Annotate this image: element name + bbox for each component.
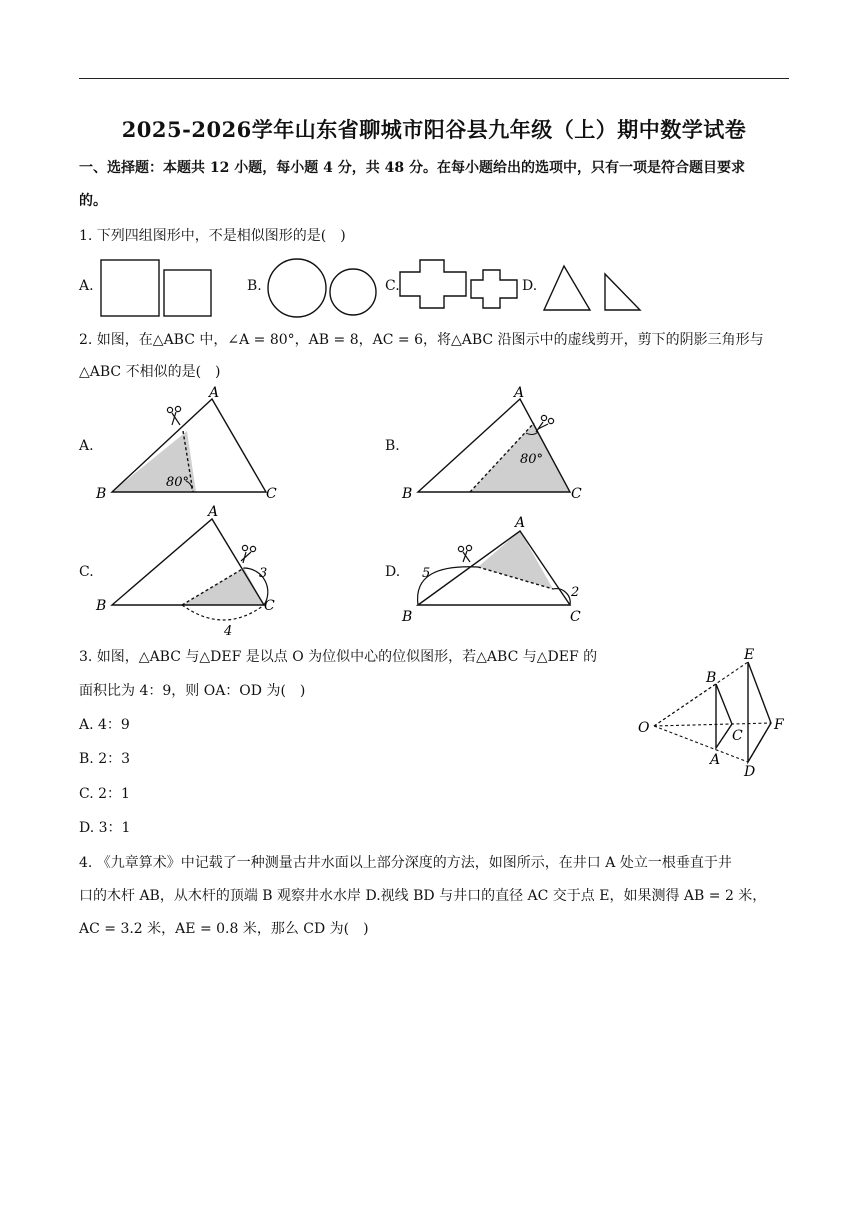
q2c-len-4: 4	[224, 624, 233, 639]
q1-large-circle	[268, 259, 326, 317]
q1-large-triangle	[544, 266, 590, 310]
q4-stem-line2: 口的木杆 AB，从木杆的顶端 B 观察井水水岸 D.视线 BD 与井口的直径 AC 交于点 E，如果测得 AB = 2 米，	[79, 888, 767, 904]
q4-stem-line1: 4. 《九章算术》中记载了一种测量古井水面以上部分深度的方法，如图所示，在井口 A 处立一根垂直于井	[79, 855, 732, 871]
q2b-label-c: C	[571, 486, 582, 502]
q3-label-d: D	[744, 764, 756, 780]
q2-stem-line1: 2. 如图，在△ABC 中，∠A = 80°，AB = 8，AC = 6，将△ABC 沿图示中的虚线剪开，剪下的阴影三角形与	[79, 332, 764, 348]
q3-stem-line2: 面积比为 4：9，则 OA：OD 为( )	[79, 683, 306, 699]
q1-small-cross	[471, 270, 517, 308]
q2c-label-b: B	[96, 598, 107, 614]
q2d-len-5: 5	[422, 566, 431, 581]
q2c-label-a: A	[208, 505, 219, 520]
q3-figure	[632, 642, 792, 782]
q2d-label-c: C	[570, 609, 581, 625]
page-title: 2025-2026学年山东省聊城市阳谷县九年级（上）期中数学试卷	[121, 117, 747, 142]
q3-option-d: D. 3：1	[79, 820, 131, 836]
q3-option-b: B. 2：3	[79, 751, 131, 767]
q2-stem-line2: △ABC 不相似的是( )	[79, 364, 221, 380]
q1-option-b: B.	[247, 278, 262, 294]
q1-option-a: A.	[79, 278, 94, 294]
q3-option-c: C. 2：1	[79, 786, 130, 802]
q2b-label-b: B	[402, 486, 413, 502]
q1-option-c: C.	[385, 278, 400, 294]
q2-option-b: B.	[385, 438, 400, 454]
q2-option-c: C.	[79, 564, 94, 580]
q1-option-d: D.	[522, 278, 538, 294]
q2a-label-c: C	[266, 486, 277, 502]
q1-large-square	[101, 260, 159, 316]
q3-label-a: A	[710, 752, 721, 768]
q2c-label-c: C	[264, 598, 275, 614]
q3-label-o: O	[638, 720, 650, 736]
q2a-angle: 80°	[166, 475, 190, 490]
q1-large-cross	[400, 260, 466, 308]
q3-label-e: E	[744, 647, 755, 663]
q3-label-c: C	[732, 728, 743, 744]
section-header: 一、选择题：本题共 12 小题，每小题 4 分，共 48 分。在每小题给出的选项中，只有一项是符合题目要求	[79, 160, 745, 176]
q3-option-a: A. 4：9	[79, 717, 130, 733]
q2-figure-d	[398, 505, 598, 640]
scissors-icon	[536, 415, 554, 432]
q1-stem: 1. 下列四组图形中，不是相似图形的是( )	[79, 228, 346, 244]
q2-option-d: D.	[385, 564, 401, 580]
q2-option-a: A.	[79, 438, 94, 454]
scissors-icon	[241, 545, 256, 563]
q2-figure-c	[92, 505, 292, 640]
q1-figures	[0, 250, 868, 320]
header-rule	[79, 78, 789, 79]
q2-figure-a	[92, 385, 292, 505]
q2d-label-a: A	[515, 515, 526, 531]
q2-figure-b	[398, 385, 598, 505]
q2a-label-a: A	[209, 385, 220, 401]
q3-label-f: F	[774, 717, 784, 733]
q1-small-circle	[330, 269, 376, 315]
q2a-label-b: B	[96, 486, 107, 502]
q4-stem-line3: AC = 3.2 米，AE = 0.8 米，那么 CD 为( )	[79, 921, 369, 937]
q2d-label-b: B	[402, 609, 413, 625]
q2b-label-a: A	[514, 385, 525, 401]
q2c-len-3: 3	[259, 566, 268, 581]
q3-stem-line1: 3. 如图，△ABC 与△DEF 是以点 O 为位似中心的位似图形，若△ABC 与△DEF 的	[79, 649, 598, 665]
q2b-angle: 80°	[520, 452, 544, 467]
q2d-len-2: 2	[571, 585, 580, 600]
q1-small-square	[164, 270, 211, 316]
q1-small-triangle	[605, 274, 640, 310]
scissors-icon	[458, 545, 471, 562]
q3-label-b: B	[706, 670, 717, 686]
section-header-cont: 的。	[79, 193, 107, 209]
scissors-icon	[167, 406, 180, 425]
